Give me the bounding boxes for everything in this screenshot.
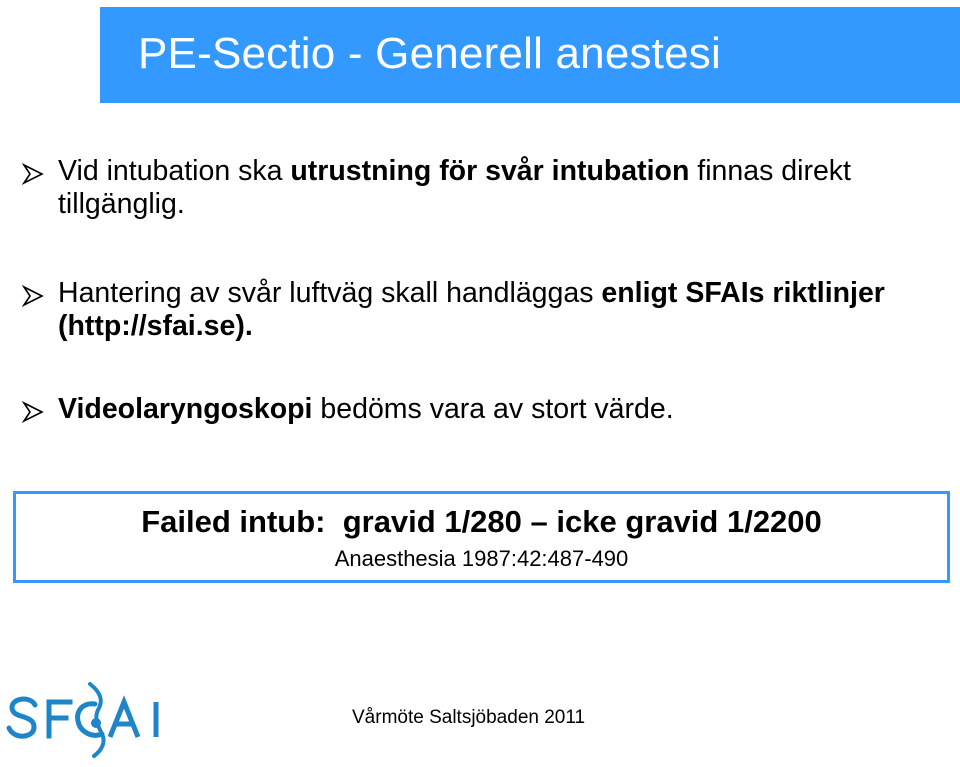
bullet-text: Vid intubation ska utrustning för svår intubation finnas direkt tillgänglig. [58, 155, 851, 220]
callout-statistic: Failed intub: gravid 1/280 – icke gravid 1/2200 [141, 504, 822, 539]
callout-reference: Anaesthesia 1987:42:487-490 [334, 546, 629, 571]
sfai-logo-icon [2, 680, 172, 760]
bullet-item [22, 155, 942, 221]
bullet-text: Videolaryngoskopi bedöms vara av stort värde. [58, 393, 674, 425]
statistics-callout-box [13, 491, 950, 583]
arrowhead-bullet-icon [22, 285, 44, 307]
arrowhead-bullet-icon [22, 401, 44, 423]
footer-text: Vårmöte Saltsjöbaden 2011 [352, 707, 586, 728]
title-bar [100, 7, 960, 103]
bullet-text: Hantering av svår luftväg skall handläggas enligt SFAIs riktlinjer (http://sfai.se). [58, 277, 885, 342]
bullet-item [22, 277, 942, 343]
slide-title: PE-Sectio - Generell anestesi [138, 29, 721, 78]
arrowhead-bullet-icon [22, 163, 44, 185]
bullet-item [22, 393, 942, 426]
